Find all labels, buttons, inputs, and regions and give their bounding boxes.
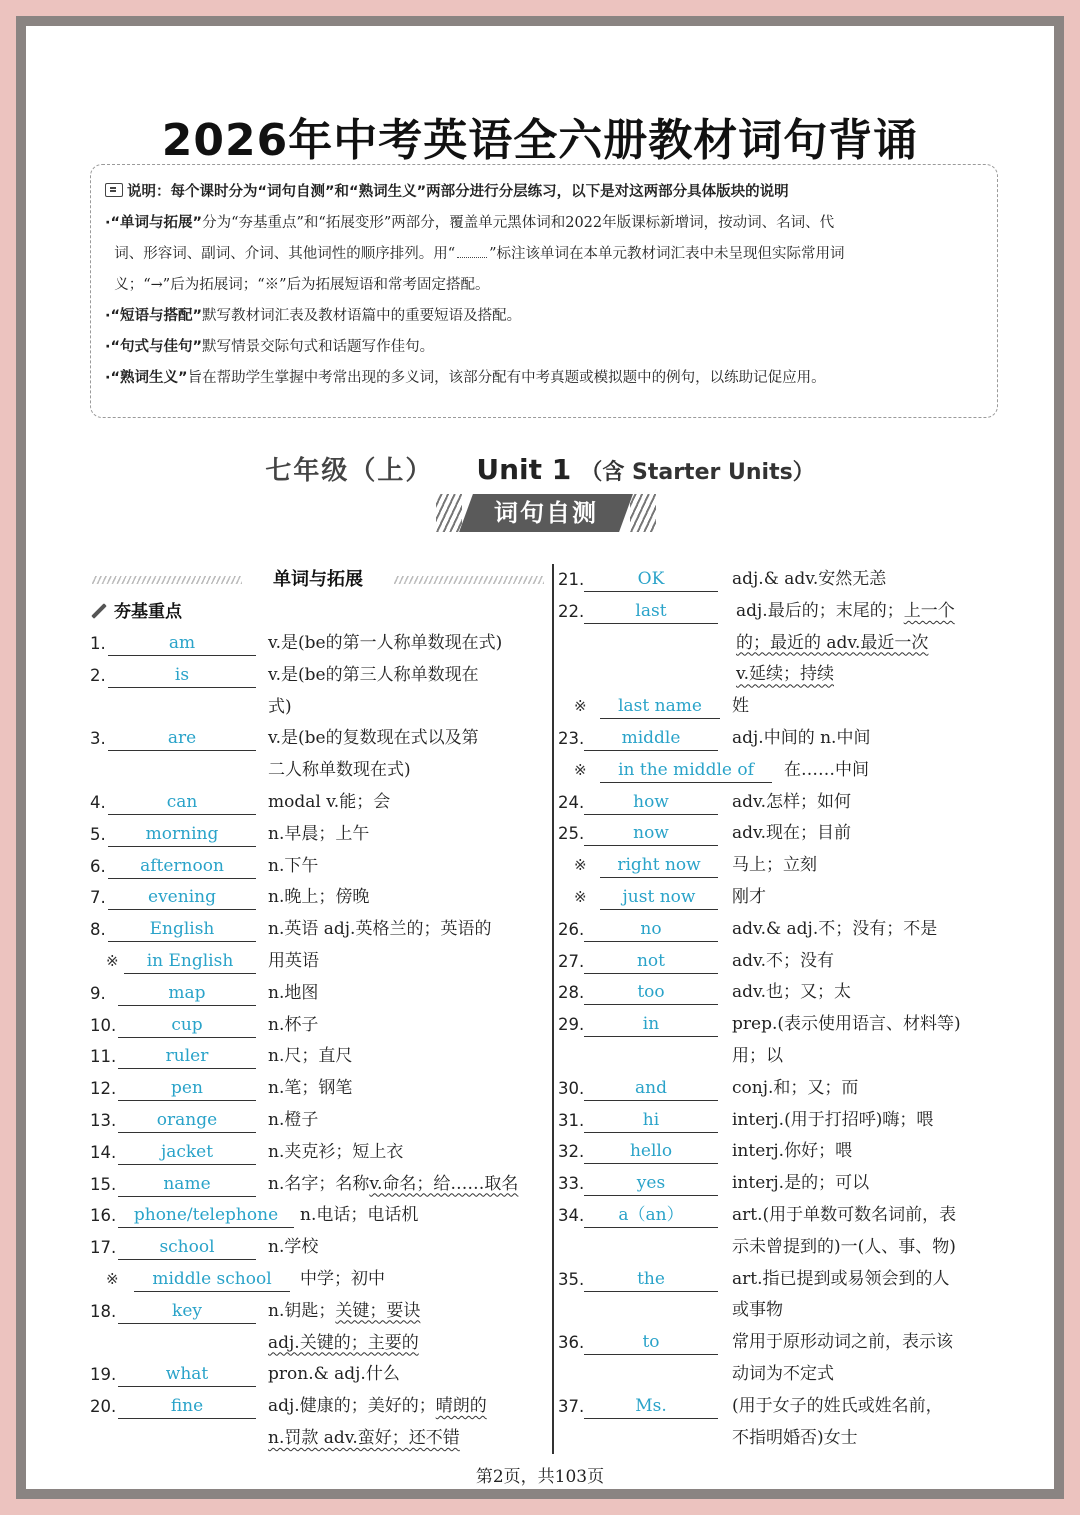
- answer-blank[interactable]: name: [118, 1169, 256, 1197]
- banner-stripes: [436, 494, 462, 532]
- definition-text: interj.(用于打招呼)嗨；喂: [732, 1109, 934, 1130]
- document-page: [26, 26, 1054, 1489]
- entry-number: 35.: [558, 1269, 585, 1289]
- definition-text: art.(用于单数可数名词前，表: [732, 1204, 957, 1225]
- definition-text: adv.现在；目前: [732, 823, 852, 844]
- answer-blank[interactable]: orange: [118, 1105, 256, 1133]
- phrase-marker: ※: [574, 697, 587, 716]
- answer-blank[interactable]: in the middle of: [600, 755, 772, 783]
- entry-number: 3.: [90, 729, 106, 749]
- page-title: 2026年中考英语全六册教材词句背诵: [161, 115, 919, 166]
- answer-blank[interactable]: hi: [584, 1105, 718, 1133]
- definition-text: 常用于原形动词之前，表示该: [732, 1332, 953, 1353]
- instruction-item: ·“短语与搭配”默写教材词汇表及教材语篇中的重要短语及搭配。: [105, 308, 522, 324]
- vocab-entry: [558, 1327, 1006, 1391]
- left-column: [90, 564, 546, 1455]
- answer-blank[interactable]: to: [584, 1327, 718, 1355]
- definition-text: 用；以: [732, 1045, 783, 1066]
- entry-number: 20.: [90, 1397, 117, 1417]
- entry-number: 5.: [90, 824, 106, 844]
- answer-blank[interactable]: am: [108, 628, 256, 656]
- answer-blank[interactable]: ruler: [118, 1041, 256, 1069]
- vocab-entry: [558, 1391, 1006, 1455]
- vocab-entry: [558, 691, 1006, 723]
- definition-text: 用英语: [268, 950, 319, 971]
- answer-blank[interactable]: school: [118, 1232, 256, 1260]
- definition-text: adj.最后的；末尾的；上一个: [736, 600, 955, 621]
- vocab-entry: [90, 1359, 546, 1391]
- hatch-decoration: [92, 576, 242, 584]
- unit-header: [26, 450, 1054, 487]
- definition-text: v.是(be的第三人称单数现在: [268, 664, 479, 685]
- entry-number: 14.: [90, 1142, 117, 1162]
- vocab-entry: [90, 819, 546, 851]
- definition-text: n.夹克衫；短上衣: [268, 1141, 404, 1162]
- answer-blank[interactable]: morning: [108, 819, 256, 847]
- answer-blank[interactable]: pen: [118, 1073, 256, 1101]
- wavy-blank-sample: [457, 247, 487, 258]
- vocab-entry: [558, 755, 1006, 787]
- vocab-entry: [558, 914, 1006, 946]
- entry-number: 34.: [558, 1205, 585, 1225]
- entry-number: 26.: [558, 919, 585, 939]
- entry-number: 12.: [90, 1079, 117, 1099]
- definition-text: 刚才: [732, 886, 766, 907]
- answer-blank[interactable]: now: [584, 818, 718, 846]
- entry-number: 25.: [558, 824, 585, 844]
- vocab-entry: [558, 1168, 1006, 1200]
- vocab-entry: [558, 977, 1006, 1009]
- vocab-entry: [558, 596, 1006, 691]
- answer-blank[interactable]: OK: [584, 564, 718, 592]
- answer-blank[interactable]: too: [584, 977, 718, 1005]
- definition-text: (用于女子的姓氏或姓名前，: [732, 1395, 943, 1416]
- answer-blank[interactable]: are: [108, 723, 256, 751]
- answer-blank[interactable]: hello: [584, 1136, 718, 1164]
- answer-blank[interactable]: yes: [584, 1168, 718, 1196]
- definition-text: n.笔；钢笔: [268, 1078, 353, 1099]
- definition-text: art.指已提到或易领会到的人: [732, 1268, 950, 1289]
- definition-text: 马上；立刻: [732, 855, 817, 876]
- definition-text: adj.& adv.安然无恙: [732, 569, 887, 589]
- answer-blank[interactable]: in English: [124, 946, 256, 974]
- definition-text: n.下午: [268, 855, 319, 876]
- vocab-entry: [558, 723, 1006, 755]
- definition-text: 的；最近的 adv.最近一次: [736, 632, 929, 653]
- answer-blank[interactable]: evening: [108, 882, 256, 910]
- grade-label: 七年级（上）: [265, 456, 434, 486]
- vocab-entry: [90, 851, 546, 883]
- instruction-item-cont: 义；“→”后为拓展词；“※”后为拓展短语和常考固定搭配。: [114, 277, 490, 293]
- vocab-entry: [90, 1232, 546, 1264]
- unit-label: Unit 1: [476, 453, 572, 486]
- answer-blank[interactable]: what: [118, 1359, 256, 1387]
- entry-number: 29.: [558, 1015, 585, 1035]
- answer-blank[interactable]: last: [584, 596, 718, 624]
- entry-number: 8.: [90, 920, 106, 940]
- definition-text: n.地图: [268, 982, 319, 1003]
- vocab-entry: [90, 660, 546, 724]
- vocab-entry: [90, 978, 546, 1010]
- definition-text: conj.和；又；而: [732, 1077, 859, 1098]
- answer-blank[interactable]: a（an）: [584, 1200, 718, 1228]
- instruction-item: ·“句式与佳句”默写情景交际句式和话题写作佳句。: [105, 339, 435, 355]
- right-column: [558, 564, 1006, 1454]
- definition-text: v.延续；持续: [736, 664, 834, 685]
- vocab-entry: [90, 1296, 546, 1360]
- answer-blank[interactable]: no: [584, 914, 718, 942]
- answer-blank[interactable]: cup: [118, 1010, 256, 1038]
- answer-blank[interactable]: middle: [584, 723, 718, 751]
- definition-text: 或事物: [732, 1300, 783, 1321]
- hatch-decoration: [394, 576, 544, 584]
- definition-text: prep.(表示使用语言、材料等): [732, 1014, 961, 1035]
- page-number: 第2页，共103页: [475, 1467, 605, 1487]
- entry-number: 18.: [90, 1301, 117, 1321]
- entry-number: 17.: [90, 1238, 117, 1258]
- answer-blank[interactable]: the: [584, 1264, 718, 1292]
- entry-number: 13.: [90, 1110, 117, 1130]
- vocab-entry: [90, 1105, 546, 1137]
- phrase-marker: ※: [106, 1269, 119, 1288]
- vocab-entry: [90, 1391, 546, 1455]
- answer-blank[interactable]: phone/telephone: [118, 1200, 294, 1228]
- vocab-entry: [90, 1200, 546, 1232]
- vocab-entry: [90, 1264, 546, 1296]
- definition-text: adj.健康的；美好的；晴朗的: [268, 1396, 487, 1417]
- vocab-entry: [558, 882, 1006, 914]
- column-divider: [552, 564, 554, 1454]
- definition-text: pron.& adj.什么: [268, 1364, 400, 1385]
- vocab-entry: [90, 914, 546, 946]
- definition-text: adj.中间的 n.中间: [732, 727, 871, 748]
- entry-number: 27.: [558, 951, 585, 971]
- definition-text: adv.& adj.不；没有；不是: [732, 918, 938, 939]
- entry-number: 1.: [90, 634, 106, 653]
- entry-number: 21.: [558, 570, 585, 589]
- entry-number: 19.: [90, 1365, 117, 1385]
- entry-number: 15.: [90, 1174, 117, 1194]
- note-icon: [105, 183, 123, 197]
- answer-blank[interactable]: Ms.: [584, 1391, 718, 1419]
- entry-number: 2.: [90, 665, 106, 685]
- answer-blank[interactable]: right now: [600, 850, 718, 878]
- definition-text: n.晚上；傍晚: [268, 887, 370, 908]
- vocab-entry: [558, 1105, 1006, 1137]
- definition-text: n.英语 adj.英格兰的；英语的: [268, 919, 492, 940]
- definition-text: n.名字；名称v.命名；给……取名: [268, 1173, 519, 1194]
- entry-number: 32.: [558, 1142, 585, 1162]
- vocab-entry: [90, 946, 546, 978]
- definition-text: n.罚款 adv.蛮好；还不错: [268, 1427, 460, 1448]
- answer-blank[interactable]: key: [118, 1296, 256, 1324]
- answer-blank[interactable]: just now: [600, 882, 718, 910]
- vocab-entry: [90, 882, 546, 914]
- vocab-entry: [90, 1073, 546, 1105]
- section-banner: [436, 492, 656, 536]
- definition-text: v.是(be的第一人称单数现在式): [268, 633, 503, 653]
- definition-text: n.杯子: [268, 1014, 319, 1035]
- definition-text: v.是(be的复数现在式以及第: [268, 728, 479, 749]
- entry-number: 28.: [558, 983, 585, 1003]
- definition-text: 动词为不定式: [732, 1363, 834, 1384]
- answer-blank[interactable]: last name: [600, 691, 720, 719]
- vocab-entry: [558, 1200, 1006, 1264]
- answer-blank[interactable]: not: [584, 946, 718, 974]
- entry-number: 10.: [90, 1015, 117, 1035]
- entry-number: 6.: [90, 856, 106, 876]
- definition-text: adv.怎样；如何: [732, 791, 852, 812]
- subsection-heading: 夯基重点: [90, 596, 546, 628]
- definition-text: interj.你好；喂: [732, 1141, 853, 1162]
- answer-blank[interactable]: map: [118, 978, 256, 1006]
- entry-number: 23.: [558, 728, 585, 748]
- word-list-right: [558, 564, 1006, 1454]
- vocab-entry: [558, 1136, 1006, 1168]
- definition-text: 中学；初中: [300, 1268, 385, 1289]
- phrase-marker: ※: [106, 951, 119, 970]
- starter-units-label: （含 Starter Units）: [580, 460, 815, 485]
- definition-text: 二人称单数现在式): [268, 760, 411, 781]
- definition-text: 姓: [732, 696, 749, 717]
- definition-text: 不指明婚否)女士: [732, 1427, 858, 1448]
- banner-stripes: [630, 494, 656, 532]
- vocab-entry: [90, 1169, 546, 1201]
- answer-blank[interactable]: fine: [118, 1391, 256, 1419]
- pencil-icon: [91, 603, 107, 619]
- definition-text: n.钥匙；关键；要诀: [268, 1300, 421, 1321]
- phrase-marker: ※: [574, 887, 587, 906]
- banner-title: 词句自测: [494, 499, 598, 527]
- instruction-item: ·“单词与拓展”分为“夯基重点”和“拓展变形”两部分，覆盖单元黑体词和2022年版课标新增词，按动词、名词、代: [105, 215, 835, 231]
- entry-number: 36.: [558, 1333, 585, 1353]
- definition-text: modal v.能；会: [268, 791, 391, 812]
- definition-text: 示未曾提到的)一(人、事、物): [732, 1236, 956, 1257]
- section-heading: 单词与拓展: [90, 564, 546, 596]
- entry-number: 30.: [558, 1078, 585, 1098]
- definition-text: adv.不；没有: [732, 950, 835, 971]
- instructions-header: 说明：每个课时分为“词句自测”和“熟词生义”两部分进行分层练习，以下是对这两部分具体版块的说明: [105, 177, 983, 208]
- definition-text: n.橙子: [268, 1109, 319, 1130]
- vocab-entry: [90, 1010, 546, 1042]
- instruction-item: ·“熟词生义”旨在帮助学生掌握中考常出现的多义词，该部分配有中考真题或模拟题中的例句，以练助记促应用。: [105, 370, 826, 386]
- definition-text: adj.关键的；主要的: [268, 1332, 419, 1353]
- phrase-marker: ※: [574, 760, 587, 779]
- answer-blank[interactable]: and: [584, 1073, 718, 1101]
- entry-number: 7.: [90, 888, 106, 908]
- entry-number: 16.: [90, 1206, 117, 1226]
- answer-blank[interactable]: middle school: [134, 1264, 290, 1292]
- vocab-entry: [90, 1041, 546, 1073]
- answer-blank[interactable]: afternoon: [108, 851, 256, 879]
- vocab-entry: [90, 628, 546, 660]
- entry-number: 33.: [558, 1174, 585, 1194]
- answer-blank[interactable]: in: [584, 1009, 718, 1037]
- vocab-entry: [90, 723, 546, 787]
- vocab-entry: [90, 787, 546, 819]
- answer-blank[interactable]: is: [108, 660, 256, 688]
- entry-number: 24.: [558, 792, 585, 812]
- vocab-entry: [558, 787, 1006, 819]
- entry-number: 37.: [558, 1396, 585, 1416]
- definition-text: 在……中间: [784, 759, 869, 780]
- vocab-entry: [558, 850, 1006, 882]
- vocab-entry: [558, 1009, 1006, 1073]
- entry-number: 9.: [90, 983, 106, 1003]
- vocab-entry: [558, 946, 1006, 978]
- definition-text: 式): [268, 696, 292, 717]
- instruction-item-cont: 词、形容词、副词、介词、其他词性的顺序排列。用“ ”标注该单词在本单元教材词汇表中未呈现但实际常用词: [114, 246, 845, 262]
- entry-number: 11.: [90, 1047, 117, 1067]
- entry-number: 22.: [558, 601, 585, 621]
- page-frame: [16, 16, 1064, 1499]
- definition-text: interj.是的；可以: [732, 1173, 870, 1194]
- vocab-entry: [558, 818, 1006, 850]
- instructions-box: [90, 164, 998, 418]
- vocab-entry: [90, 1137, 546, 1169]
- entry-number: 4.: [90, 792, 106, 812]
- definition-text: n.早晨；上午: [268, 823, 370, 844]
- vocab-entry: [558, 1073, 1006, 1105]
- answer-blank[interactable]: jacket: [118, 1137, 256, 1165]
- definition-text: n.电话；电话机: [300, 1205, 419, 1226]
- answer-blank[interactable]: can: [108, 787, 256, 815]
- vocab-entry: [558, 564, 1006, 596]
- definition-text: adv.也；又；太: [732, 982, 852, 1003]
- phrase-marker: ※: [574, 856, 587, 875]
- answer-blank[interactable]: English: [108, 914, 256, 942]
- word-list-left: [90, 628, 546, 1455]
- definition-text: n.尺；直尺: [268, 1046, 353, 1067]
- definition-text: n.学校: [268, 1237, 319, 1258]
- entry-number: 31.: [558, 1110, 585, 1130]
- answer-blank[interactable]: how: [584, 787, 718, 815]
- vocab-entry: [558, 1264, 1006, 1328]
